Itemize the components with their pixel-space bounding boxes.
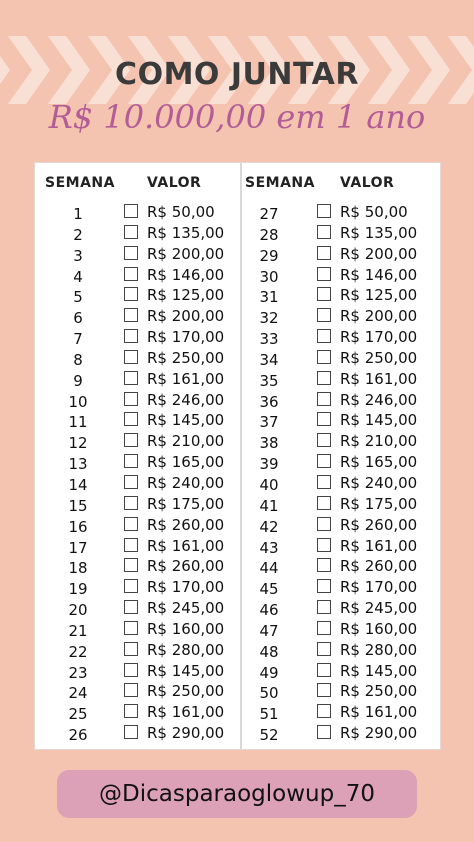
- week-number: 3: [73, 246, 83, 265]
- week-checkbox[interactable]: [124, 308, 138, 322]
- week-value: R$ 135,00: [340, 223, 418, 242]
- table-row: [242, 723, 442, 744]
- week-number: 27: [259, 205, 279, 223]
- week-value: R$ 260,00: [147, 557, 225, 576]
- table-row: [35, 619, 235, 640]
- week-value: R$ 210,00: [340, 432, 418, 451]
- week-value: R$ 290,00: [340, 724, 418, 743]
- week-value: R$ 146,00: [340, 265, 418, 284]
- week-value: R$ 161,00: [340, 369, 418, 388]
- table-column-right: [240, 163, 442, 749]
- table-row: [35, 452, 235, 473]
- week-number: 17: [68, 538, 88, 557]
- week-checkbox[interactable]: [124, 704, 138, 718]
- table-row: [35, 348, 235, 369]
- table-row: [242, 661, 442, 682]
- week-number: 45: [259, 580, 279, 599]
- week-value: R$ 50,00: [340, 203, 408, 221]
- table-row: [35, 265, 235, 286]
- week-checkbox[interactable]: [124, 287, 138, 301]
- week-checkbox[interactable]: [317, 225, 331, 239]
- week-checkbox[interactable]: [124, 642, 138, 656]
- table-row: [242, 410, 442, 431]
- table-row: [242, 702, 442, 723]
- table-row: [242, 223, 442, 244]
- table-row: [242, 348, 442, 369]
- week-number: 34: [259, 350, 279, 369]
- week-number: 7: [73, 330, 83, 349]
- week-value: R$ 245,00: [147, 599, 225, 618]
- week-checkbox[interactable]: [317, 204, 331, 218]
- week-value: R$ 260,00: [147, 515, 225, 534]
- table-column-left: [35, 163, 235, 749]
- week-checkbox[interactable]: [317, 579, 331, 593]
- table-row: [242, 640, 442, 661]
- week-value: R$ 250,00: [147, 682, 225, 701]
- rows-right: [242, 202, 442, 744]
- table-row: [35, 515, 235, 536]
- week-checkbox[interactable]: [124, 392, 138, 406]
- week-value: R$ 160,00: [147, 619, 225, 638]
- week-checkbox[interactable]: [317, 517, 331, 531]
- week-number: 46: [259, 601, 279, 620]
- week-value: R$ 246,00: [147, 390, 225, 409]
- week-number: 25: [68, 705, 88, 724]
- week-checkbox[interactable]: [317, 558, 331, 572]
- week-number: 26: [68, 726, 88, 745]
- week-number: 2: [73, 225, 83, 244]
- week-checkbox[interactable]: [124, 663, 138, 677]
- week-checkbox[interactable]: [317, 454, 331, 468]
- week-number: 19: [68, 580, 88, 599]
- week-checkbox[interactable]: [124, 412, 138, 426]
- week-value: R$ 145,00: [340, 411, 418, 430]
- week-number: 31: [259, 288, 279, 307]
- table-row: [242, 577, 442, 598]
- week-value: R$ 260,00: [340, 557, 418, 576]
- week-value: R$ 260,00: [340, 515, 418, 534]
- week-number: 11: [68, 413, 88, 432]
- week-number: 28: [259, 225, 279, 244]
- week-value: R$ 200,00: [147, 307, 225, 326]
- week-value: R$ 145,00: [147, 411, 225, 430]
- week-checkbox[interactable]: [317, 621, 331, 635]
- week-value: R$ 170,00: [147, 578, 225, 597]
- week-value: R$ 240,00: [340, 473, 418, 492]
- header-value: VALOR: [340, 175, 395, 191]
- table-row: [242, 285, 442, 306]
- week-number: 38: [259, 434, 279, 453]
- header-value: VALOR: [147, 175, 202, 191]
- table-row: [35, 577, 235, 598]
- week-number: 14: [68, 475, 88, 494]
- table-row: [242, 202, 442, 223]
- week-number: 15: [68, 496, 88, 515]
- week-checkbox[interactable]: [317, 267, 331, 281]
- table-row: [242, 244, 442, 265]
- week-checkbox[interactable]: [124, 683, 138, 697]
- week-checkbox[interactable]: [124, 600, 138, 614]
- week-value: R$ 170,00: [340, 328, 418, 347]
- title-line-2: R$ 10.000,00 em 1 ano: [48, 98, 426, 136]
- week-value: R$ 245,00: [340, 599, 418, 618]
- table-row: [242, 390, 442, 411]
- week-value: R$ 160,00: [340, 619, 418, 638]
- week-number: 51: [259, 705, 279, 724]
- week-value: R$ 280,00: [147, 640, 225, 659]
- week-checkbox[interactable]: [124, 517, 138, 531]
- table-row: [242, 598, 442, 619]
- table-row: [35, 640, 235, 661]
- week-checkbox[interactable]: [124, 371, 138, 385]
- table-row: [35, 431, 235, 452]
- week-value: R$ 240,00: [147, 473, 225, 492]
- week-number: 42: [259, 517, 279, 536]
- table-row: [35, 285, 235, 306]
- table-row: [35, 410, 235, 431]
- table-row: [242, 265, 442, 286]
- week-number: 48: [259, 642, 279, 661]
- week-value: R$ 200,00: [147, 244, 225, 263]
- header-week: SEMANA: [245, 175, 315, 191]
- week-number: 30: [259, 267, 279, 286]
- week-checkbox[interactable]: [317, 683, 331, 697]
- week-number: 9: [73, 371, 83, 390]
- week-value: R$ 125,00: [147, 286, 225, 305]
- week-checkbox[interactable]: [124, 558, 138, 572]
- week-value: R$ 170,00: [340, 578, 418, 597]
- week-number: 37: [259, 413, 279, 432]
- table-row: [35, 681, 235, 702]
- week-value: R$ 200,00: [340, 244, 418, 263]
- week-number: 47: [259, 621, 279, 640]
- week-number: 4: [73, 267, 83, 286]
- week-value: R$ 290,00: [147, 724, 225, 743]
- week-checkbox[interactable]: [124, 267, 138, 281]
- week-number: 44: [259, 559, 279, 578]
- week-number: 16: [68, 517, 88, 536]
- week-number: 50: [259, 684, 279, 703]
- table-row: [35, 202, 235, 223]
- week-checkbox[interactable]: [317, 496, 331, 510]
- table-row: [242, 681, 442, 702]
- table-row: [35, 536, 235, 557]
- week-value: R$ 246,00: [340, 390, 418, 409]
- week-value: R$ 165,00: [147, 453, 225, 472]
- week-value: R$ 145,00: [340, 661, 418, 680]
- week-checkbox[interactable]: [317, 371, 331, 385]
- week-value: R$ 170,00: [147, 328, 225, 347]
- week-value: R$ 210,00: [147, 432, 225, 451]
- week-number: 39: [259, 455, 279, 474]
- week-checkbox[interactable]: [317, 663, 331, 677]
- week-number: 35: [259, 371, 279, 390]
- week-number: 41: [259, 496, 279, 515]
- week-checkbox[interactable]: [124, 350, 138, 364]
- week-value: R$ 50,00: [147, 203, 215, 221]
- week-checkbox[interactable]: [317, 538, 331, 552]
- table-row: [242, 452, 442, 473]
- week-value: R$ 135,00: [147, 223, 225, 242]
- table-row: [242, 473, 442, 494]
- week-number: 52: [259, 726, 279, 745]
- week-value: R$ 250,00: [340, 682, 418, 701]
- week-number: 10: [68, 392, 88, 411]
- week-number: 43: [259, 538, 279, 557]
- table-row: [35, 556, 235, 577]
- week-checkbox[interactable]: [124, 246, 138, 260]
- table-row: [242, 556, 442, 577]
- week-checkbox[interactable]: [317, 704, 331, 718]
- week-value: R$ 175,00: [340, 494, 418, 513]
- week-number: 36: [259, 392, 279, 411]
- table-row: [242, 327, 442, 348]
- week-checkbox[interactable]: [124, 433, 138, 447]
- table-row: [242, 494, 442, 515]
- table-row: [242, 431, 442, 452]
- week-number: 20: [68, 601, 88, 620]
- week-value: R$ 165,00: [340, 453, 418, 472]
- table-row: [35, 473, 235, 494]
- table-row: [35, 598, 235, 619]
- table-row: [35, 327, 235, 348]
- savings-table: [34, 162, 441, 750]
- table-row: [35, 306, 235, 327]
- table-row: [242, 306, 442, 327]
- week-checkbox[interactable]: [317, 287, 331, 301]
- week-checkbox[interactable]: [317, 600, 331, 614]
- week-number: 12: [68, 434, 88, 453]
- header-week: SEMANA: [45, 175, 115, 191]
- week-checkbox[interactable]: [124, 475, 138, 489]
- week-value: R$ 250,00: [340, 348, 418, 367]
- week-checkbox[interactable]: [317, 308, 331, 322]
- week-checkbox[interactable]: [317, 433, 331, 447]
- week-value: R$ 280,00: [340, 640, 418, 659]
- table-row: [242, 369, 442, 390]
- week-checkbox[interactable]: [317, 329, 331, 343]
- week-number: 24: [68, 684, 88, 703]
- week-number: 29: [259, 246, 279, 265]
- week-number: 22: [68, 642, 88, 661]
- table-row: [242, 619, 442, 640]
- table-row: [35, 702, 235, 723]
- table-row: [35, 223, 235, 244]
- week-value: R$ 125,00: [340, 286, 418, 305]
- week-checkbox[interactable]: [124, 329, 138, 343]
- week-checkbox[interactable]: [317, 392, 331, 406]
- week-value: R$ 175,00: [147, 494, 225, 513]
- table-row: [35, 661, 235, 682]
- week-checkbox[interactable]: [124, 496, 138, 510]
- week-checkbox[interactable]: [124, 538, 138, 552]
- instagram-handle: @Dicasparaoglowup_70: [57, 770, 417, 818]
- week-number: 32: [259, 309, 279, 328]
- week-checkbox[interactable]: [124, 579, 138, 593]
- week-number: 33: [259, 330, 279, 349]
- table-row: [242, 536, 442, 557]
- table-row: [35, 244, 235, 265]
- week-checkbox[interactable]: [317, 725, 331, 739]
- table-row: [35, 390, 235, 411]
- week-value: R$ 161,00: [147, 703, 225, 722]
- week-checkbox[interactable]: [317, 350, 331, 364]
- week-number: 8: [73, 350, 83, 369]
- table-row: [35, 494, 235, 515]
- week-value: R$ 145,00: [147, 661, 225, 680]
- week-number: 5: [73, 288, 83, 307]
- week-checkbox[interactable]: [124, 204, 138, 218]
- week-value: R$ 161,00: [340, 703, 418, 722]
- week-value: R$ 161,00: [340, 536, 418, 555]
- title-line-1: COMO JUNTAR: [115, 57, 359, 92]
- week-value: R$ 200,00: [340, 307, 418, 326]
- week-checkbox[interactable]: [124, 454, 138, 468]
- week-value: R$ 250,00: [147, 348, 225, 367]
- week-number: 18: [68, 559, 88, 578]
- week-checkbox[interactable]: [317, 246, 331, 260]
- week-checkbox[interactable]: [124, 725, 138, 739]
- week-checkbox[interactable]: [317, 642, 331, 656]
- week-checkbox[interactable]: [124, 621, 138, 635]
- week-number: 23: [68, 663, 88, 682]
- week-value: R$ 161,00: [147, 369, 225, 388]
- week-number: 13: [68, 455, 88, 474]
- week-checkbox[interactable]: [317, 412, 331, 426]
- week-number: 21: [68, 621, 88, 640]
- rows-left: [35, 202, 235, 744]
- week-value: R$ 161,00: [147, 536, 225, 555]
- week-number: 1: [73, 205, 83, 223]
- week-checkbox[interactable]: [317, 475, 331, 489]
- week-number: 49: [259, 663, 279, 682]
- week-number: 6: [73, 309, 83, 328]
- week-value: R$ 146,00: [147, 265, 225, 284]
- table-row: [35, 369, 235, 390]
- table-row: [242, 515, 442, 536]
- week-checkbox[interactable]: [124, 225, 138, 239]
- week-number: 40: [259, 475, 279, 494]
- table-row: [35, 723, 235, 744]
